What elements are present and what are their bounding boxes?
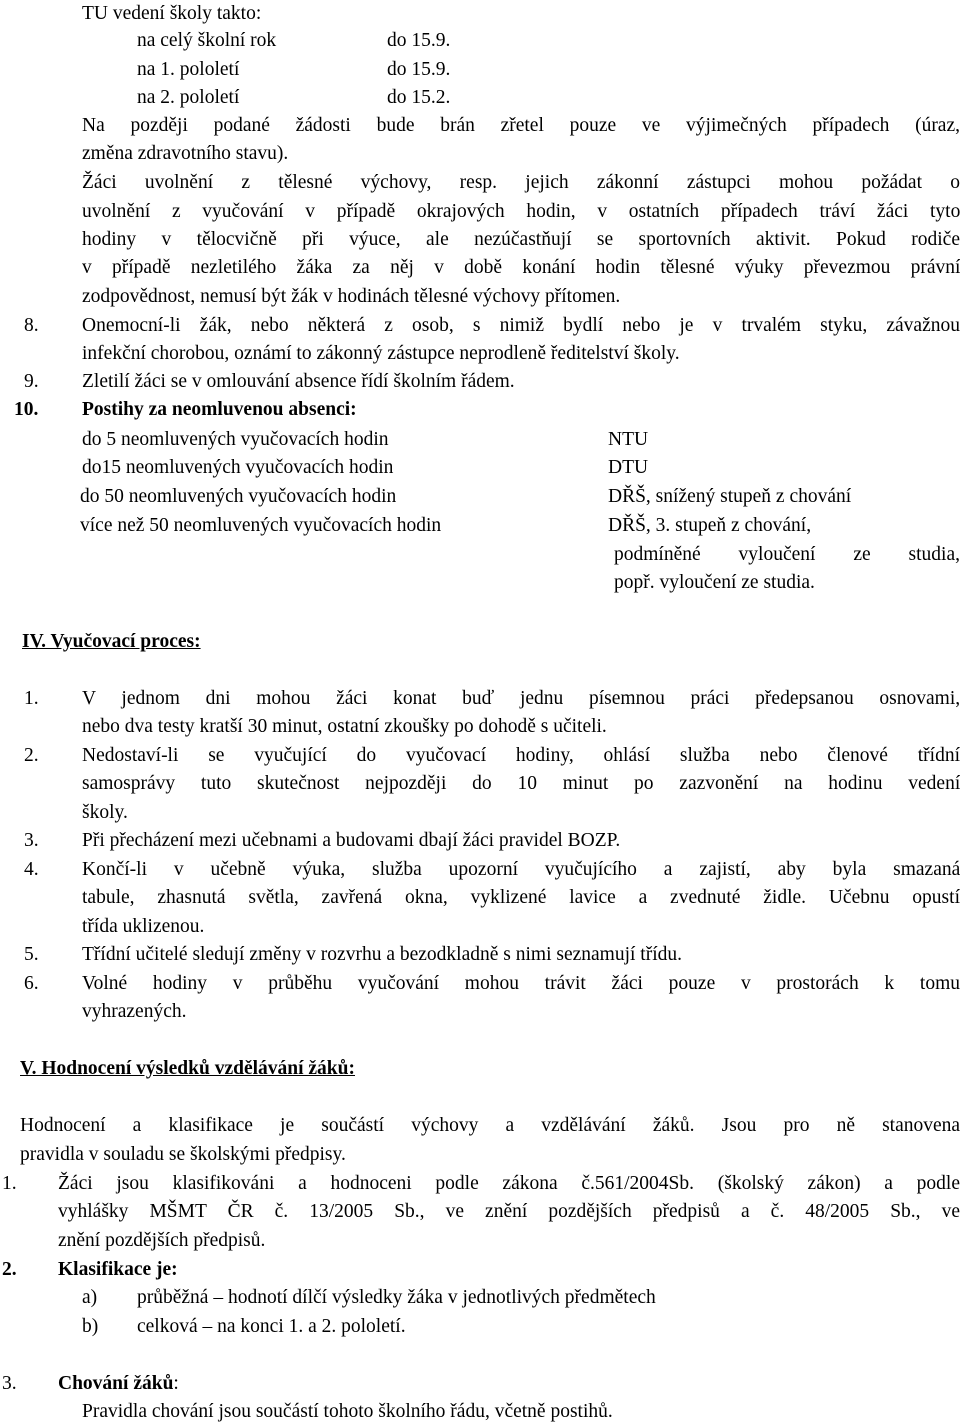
list-item-line: tabule, zhasnutá světla, zavřená okna, vyklizené lavice a zvednuté židle. Učebnu opustí xyxy=(82,887,960,908)
paragraph-line: hodiny v tělocvičně při výuce, ale nezúčastňují se sportovních aktivit. Pokud rodiče xyxy=(82,229,960,250)
intro-line: TU vedení školy takto: xyxy=(82,3,262,24)
list-item-line: infekční chorobou, oznámí to zákonný zástupce neprodleně ředitelství školy. xyxy=(82,343,680,364)
list-number: 9. xyxy=(24,371,39,392)
period-date: do 15.9. xyxy=(387,59,451,80)
list-item-line: Nedostaví-li se vyučující do vyučovací hodiny, ohlásí služba nebo členové třídní xyxy=(82,745,960,766)
period-label: na celý školní rok xyxy=(137,30,277,51)
list-item-line: Volné hodiny v průběhu vyučování mohou trávit žáci pouze v prostorách k tomu xyxy=(82,973,960,994)
penalty-measure: DŘŠ, snížený stupeň z chování xyxy=(608,486,852,507)
paragraph-line: zodpovědnost, nemusí být žák v hodinách tělesné výchovy přítomen. xyxy=(82,286,621,307)
penalty-hours: do15 neomluvených vyučovacích hodin xyxy=(82,457,394,478)
list-item-line: Při přecházení mezi učebnami a budovami dbají žáci pravidel BOZP. xyxy=(82,830,621,851)
list-number: 8. xyxy=(24,315,39,336)
section-heading: IV. Vyučovací proces: xyxy=(22,631,201,652)
sublist-marker: b) xyxy=(82,1316,99,1337)
subsection-title-wrap xyxy=(58,1370,179,1399)
list-item-line: Třídní učitelé sledují změny v rozvrhu a bezodkladně s nimi seznamují třídu. xyxy=(82,944,682,965)
period-date: do 15.9. xyxy=(387,30,451,51)
penalty-hours: do 50 neomluvených vyučovacích hodin xyxy=(80,486,397,507)
penalty-measure: NTU xyxy=(608,429,649,450)
list-number: 4. xyxy=(24,859,39,880)
list-item-line: vyhlášky MŠMT ČR č. 13/2005 Sb., ve znění pozdějších předpisů a č. 48/2005 Sb., ve xyxy=(58,1201,960,1222)
penalty-measure: DTU xyxy=(608,457,649,478)
subsection-title: Chování žáků xyxy=(58,1373,174,1394)
paragraph-line: pravidla v souladu se školskými předpisy. xyxy=(20,1144,346,1165)
list-number: 1. xyxy=(24,688,39,709)
list-number: 6. xyxy=(24,973,39,994)
period-label: na 1. pololetí xyxy=(137,59,240,80)
paragraph-line: Na později podané žádosti bude brán zřetel pouze ve výjimečných případech (úraz, xyxy=(82,115,960,136)
list-item-line: školy. xyxy=(82,802,128,823)
sublist-item: celková – na konci 1. a 2. pololetí. xyxy=(137,1316,406,1337)
list-item-line: V jednom dni mohou žáci konat buď jednu písemnou práci předepsanou osnovami, xyxy=(82,688,960,709)
paragraph-line: v případě nezletilého žáka za něj v době konání hodin tělesné výuky převezmou právní xyxy=(82,257,960,278)
period-date: do 15.2. xyxy=(387,87,451,108)
paragraph-line: Žáci uvolnění z tělesné výchovy, resp. jejich zákonní zástupci mohou požádat o xyxy=(82,172,960,193)
penalty-measure: DŘŠ, 3. stupeň z chování, xyxy=(608,515,812,536)
list-item-line: Zletilí žáci se v omlouvání absence řídí školním řádem. xyxy=(82,371,515,392)
list-item-line: nebo dva testy kratší 30 minut, ostatní zkoušky po dohodě s učiteli. xyxy=(82,716,607,737)
list-item-line: Končí-li v učebně výuka, služba upozorní vyučujícího a zajistí, aby byla smazaná xyxy=(82,859,960,880)
list-item-line: vyhrazených. xyxy=(82,1001,187,1022)
list-number: 2. xyxy=(24,745,39,766)
sublist-item: průběžná – hodnotí dílčí výsledky žáka v jednotlivých předmětech xyxy=(137,1287,656,1308)
subsection-colon: : xyxy=(173,1373,179,1394)
paragraph-line: uvolnění z vyučování v případě okrajových hodin, v ostatních případech tráví žáci tyto xyxy=(82,201,960,222)
section-heading: V. Hodnocení výsledků vzdělávání žáků: xyxy=(20,1058,355,1079)
penalty-hours: více než 50 neomluvených vyučovacích hodin xyxy=(80,515,442,536)
paragraph-line: změna zdravotního stavu). xyxy=(82,143,289,164)
period-label: na 2. pololetí xyxy=(137,87,240,108)
list-item-line: třída uklizenou. xyxy=(82,916,205,937)
list-number: 3. xyxy=(24,830,39,851)
penalty-measure: popř. vyloučení ze studia. xyxy=(614,572,815,593)
penalty-hours: do 5 neomluvených vyučovacích hodin xyxy=(82,429,389,450)
penalties-title: Postihy za neomluvenou absenci: xyxy=(82,399,357,420)
list-item-line: samosprávy tuto skutečnost nejpozději do 10 minut po zazvonění na hodinu vedení xyxy=(82,773,960,794)
list-number: 5. xyxy=(24,944,39,965)
sublist-marker: a) xyxy=(82,1287,98,1308)
penalty-measure: podmíněné vyloučení ze studia, xyxy=(614,544,960,565)
paragraph-line: Pravidla chování jsou součástí tohoto školního řádu, včetně postihů. xyxy=(82,1401,613,1422)
list-item-line: Onemocní-li žák, nebo některá z osob, s nimiž bydlí nebo je v trvalém styku, závažnou xyxy=(82,315,960,336)
list-item-line: Žáci jsou klasifikováni a hodnoceni podle zákona č.561/2004Sb. (školský zákon) a podle xyxy=(58,1173,960,1194)
list-number: 3. xyxy=(2,1373,17,1394)
list-item-line: znění pozdějších předpisů. xyxy=(58,1230,266,1251)
list-number: 10. xyxy=(14,399,39,420)
paragraph-line: Hodnocení a klasifikace je součástí výchovy a vzdělávání žáků. Jsou pro ně stanovena xyxy=(20,1115,960,1136)
subsection-title: Klasifikace je: xyxy=(58,1259,178,1280)
list-number: 2. xyxy=(2,1259,17,1280)
list-number: 1. xyxy=(2,1173,17,1194)
